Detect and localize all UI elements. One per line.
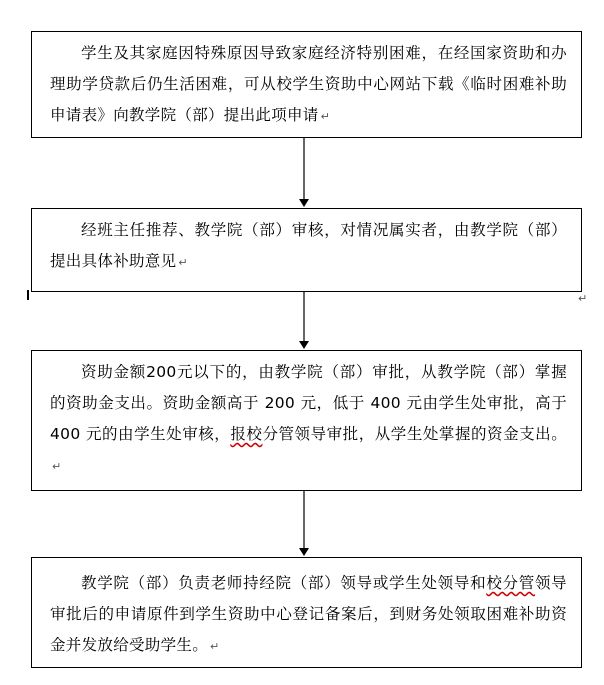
step-3-text-after: 分管领导审批，从学生处掌握的资金支出。 xyxy=(262,425,567,443)
step-2-text: 经班主任推荐、教学院（部）审核，对情况属实者，由教学院（部）提出具体补助意见 xyxy=(50,221,567,270)
step-3-text-underlined: 报校 xyxy=(230,425,263,443)
step-3-box xyxy=(31,350,582,491)
step-3-text-before: 资助金额200元以下的，由教学院（部）审批，从教学院（部）掌握的资助金支出。资助金额高于 200 元，低于 400 元由学生处审批，高于 400 元的由学生处审核， xyxy=(50,363,567,443)
step-2-box xyxy=(31,208,582,292)
stray-paragraph-mark: ↵ xyxy=(578,292,588,305)
step-4-box xyxy=(31,557,582,668)
step-4-text-before: 教学院（部）负责老师持经院（部）领导或学生处领导和 xyxy=(81,574,487,592)
step-1-text: 学生及其家庭因特殊原因导致家庭经济特别困难，在经国家资助和办理助学贷款后仍生活困难，可从校学生资助中心网站下载《临时困难补助申请表》向教学院（部）提出此项申请 xyxy=(50,44,567,124)
paragraph-mark: ↵ xyxy=(178,256,188,269)
paragraph-mark: ↵ xyxy=(52,460,62,473)
paragraph-mark: ↵ xyxy=(320,110,331,123)
step-4-text-after: 领导审批后的申请原件到学生资助中心登记备案后，到财务处领取困难补助资金并发放给受助学生。 xyxy=(50,574,567,654)
step-4-text-underlined: 校分管 xyxy=(486,574,535,592)
text-cursor xyxy=(27,290,29,300)
step-1-box xyxy=(31,31,582,138)
paragraph-mark: ↵ xyxy=(210,640,220,653)
